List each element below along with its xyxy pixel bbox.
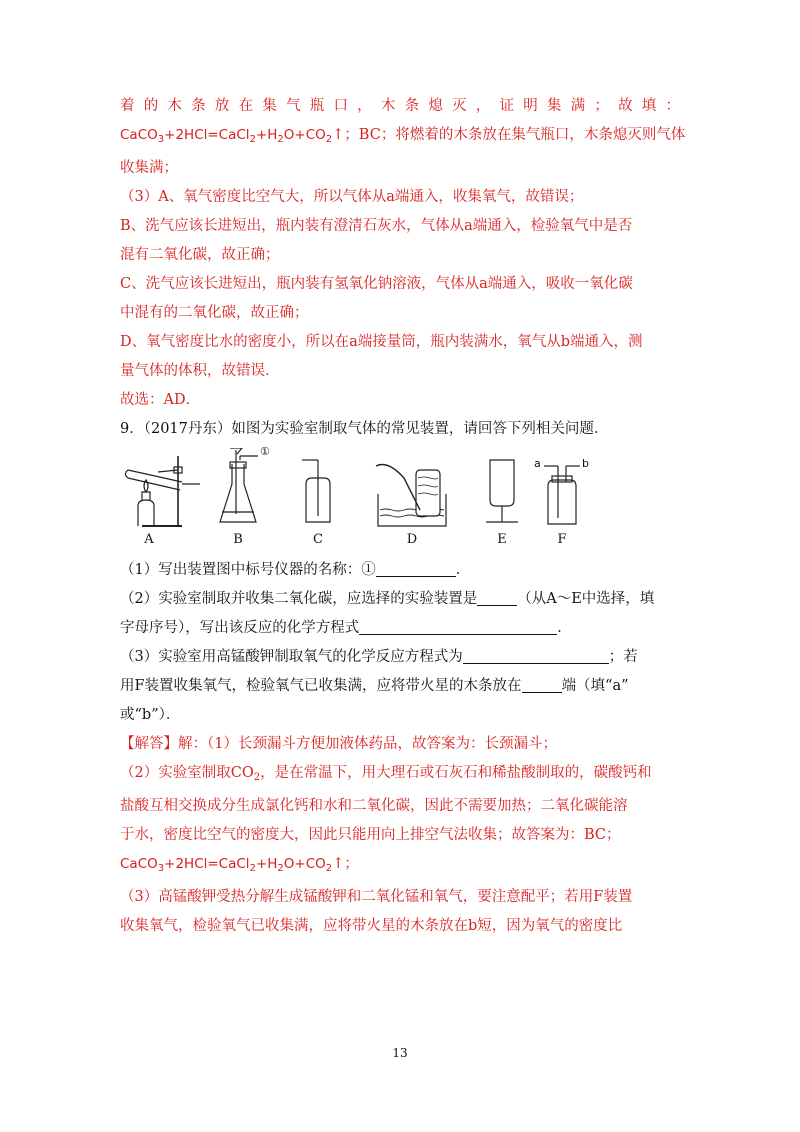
answer-blank bbox=[463, 648, 609, 664]
formula-part: CaCO bbox=[120, 127, 158, 143]
apparatus-d bbox=[376, 465, 446, 527]
question-text: 用F装置收集氧气，检验氧气已收集满，应将带火星的木条放在 bbox=[120, 678, 522, 694]
question-part-1 bbox=[120, 556, 680, 585]
question-text: （从A～E中选择，填 bbox=[517, 591, 655, 607]
answer-blank bbox=[522, 677, 562, 693]
question-part-3-cont bbox=[120, 672, 680, 701]
page-content bbox=[120, 92, 686, 941]
answer-line: （3）A、氧气密度比空气大，所以气体从a端通入，收集氧气，故错误； bbox=[120, 189, 584, 205]
subscript: 2 bbox=[249, 134, 256, 145]
subscript: 2 bbox=[277, 134, 284, 145]
answer-line: B、洗气应该长进短出，瓶内装有澄清石灰水，气体从a端通入，检验氧气中是否 bbox=[120, 218, 633, 234]
question-text: ． bbox=[455, 562, 471, 578]
formula-part: ↑；BC；将燃着的木条放在集气瓶口，木条熄灭则气体 bbox=[332, 127, 686, 143]
apparatus-e bbox=[486, 460, 518, 522]
solution-line: 收集氧气，检验氧气已收集满，应将带火星的木条放在b短，因为氧气的密度比 bbox=[120, 918, 623, 934]
answer-blank bbox=[477, 590, 517, 606]
solution-equation-line bbox=[120, 850, 680, 883]
figure-label-c: C bbox=[313, 532, 323, 547]
answer-line: 故选：AD． bbox=[120, 392, 201, 408]
page-number: 13 bbox=[392, 1046, 408, 1060]
formula-part: O+CO bbox=[283, 127, 326, 143]
solution-text: 解：（1）长颈漏斗方便加液体药品，故答案为：长颈漏斗； bbox=[178, 736, 557, 752]
answer-line: C、洗气应该长进短出，瓶内装有氢氧化钠溶液，气体从a端通入，吸收一氧化碳 bbox=[120, 276, 633, 292]
solution-line: 盐酸互相交换成分生成氯化钙和水和二氧化碳，因此不需要加热；二氧化碳能溶 bbox=[120, 798, 628, 814]
marker-b: b bbox=[582, 457, 589, 470]
question-text: （3）实验室用高锰酸钾制取氧气的化学反应方程式为 bbox=[120, 649, 463, 665]
subscript: 2 bbox=[325, 134, 333, 145]
solution-line: （3）高锰酸钾受热分解生成锰酸钾和二氧化锰和氧气，要注意配平；若用F装置 bbox=[120, 889, 633, 905]
apparatus-figure bbox=[120, 445, 680, 554]
subscript: 2 bbox=[249, 863, 256, 874]
formula-part: +2HCl=CaCl bbox=[164, 856, 250, 872]
question-part-2-cont bbox=[120, 614, 680, 643]
apparatus-drawing bbox=[120, 448, 680, 532]
formula-part: +H bbox=[255, 856, 278, 872]
answer-blank bbox=[376, 561, 456, 577]
subscript: 2 bbox=[253, 772, 261, 783]
figure-label-d: D bbox=[406, 532, 418, 547]
apparatus-a bbox=[126, 456, 201, 526]
answer-line: 量气体的体积，故错误． bbox=[120, 363, 280, 379]
figure-label-b: B bbox=[233, 532, 243, 547]
question-text: ． bbox=[557, 620, 572, 636]
apparatus-b bbox=[220, 448, 258, 522]
question-part-3 bbox=[120, 643, 680, 672]
question-text: （2）实验室制取并收集二氧化碳，应选择的实验装置是 bbox=[120, 591, 478, 607]
formula-part: CaCO bbox=[120, 856, 158, 872]
answer-line: 着的木条放在集气瓶口，木条熄灭，证明集满；故填： bbox=[120, 98, 680, 114]
formula-part: +H bbox=[255, 127, 278, 143]
question-stem: 9．（2017丹东）如图为实验室制取气体的常见装置，请回答下列相关问题． bbox=[120, 421, 609, 437]
question-part-3-end: 或“b”）． bbox=[120, 707, 181, 723]
marker-circled-1: ① bbox=[260, 445, 270, 458]
apparatus-f bbox=[544, 466, 580, 524]
formula-part: +2HCl=CaCl bbox=[164, 127, 250, 143]
figure-label-e: E bbox=[497, 532, 507, 547]
question-text: 字母序号），写出该反应的化学方程式 bbox=[120, 620, 360, 636]
question-part-2 bbox=[120, 585, 680, 614]
formula-part: O+CO bbox=[283, 856, 326, 872]
formula-part: ↑； bbox=[332, 856, 359, 872]
answer-line: 收集满； bbox=[120, 160, 178, 176]
answer-line: D、氧气密度比水的密度小，所以在a端接量筒，瓶内装满水，氧气从b端通入，测 bbox=[120, 334, 643, 350]
question-text: ；若 bbox=[608, 649, 638, 665]
apparatus-c bbox=[302, 460, 330, 522]
solution-line: 于水，密度比空气的密度大，因此只能用向上排空气法收集；故答案为：BC； bbox=[120, 827, 621, 843]
question-text: （1）写出装置图中标号仪器的名称：① bbox=[120, 562, 376, 578]
marker-a: a bbox=[534, 457, 541, 470]
solution-tag: 【解答】 bbox=[120, 736, 178, 752]
subscript: 2 bbox=[325, 863, 333, 874]
subscript: 3 bbox=[157, 863, 165, 874]
question-text: 端（填“a” bbox=[561, 678, 629, 694]
answer-equation-line bbox=[120, 121, 686, 154]
figure-label-a: A bbox=[144, 532, 154, 547]
solution-text: ，是在常温下，用大理石或石灰石和稀盐酸制取的，碳酸钙和 bbox=[260, 765, 652, 781]
subscript: 2 bbox=[277, 863, 284, 874]
subscript: 3 bbox=[157, 134, 165, 145]
solution-text: （2）实验室制取CO bbox=[120, 765, 254, 781]
figure-label-f: F bbox=[557, 532, 567, 547]
solution-line bbox=[120, 759, 680, 792]
answer-line: 混有二氧化碳，故正确； bbox=[120, 247, 280, 263]
answer-blank bbox=[359, 619, 557, 635]
solution-line bbox=[120, 730, 680, 759]
answer-line: 中混有的二氧化碳，故正确； bbox=[120, 305, 309, 321]
